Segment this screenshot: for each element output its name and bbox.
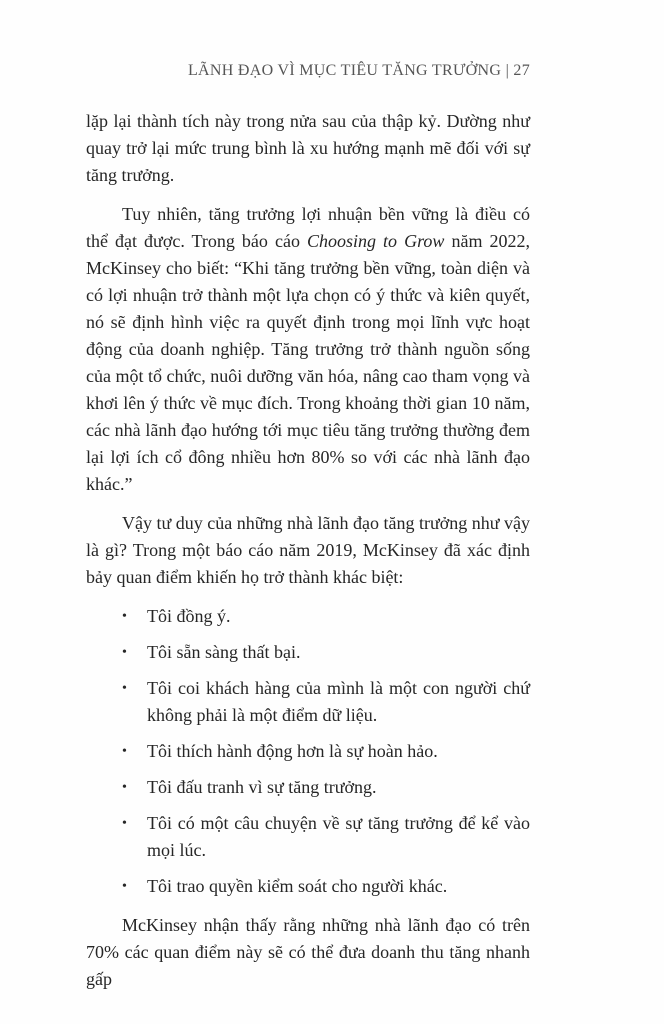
list-item: • Tôi thích hành động hơn là sự hoàn hảo. xyxy=(122,738,530,765)
running-header xyxy=(188,62,530,80)
bullet-list xyxy=(86,603,530,900)
page-number: 27 xyxy=(513,62,530,79)
header-separator: | xyxy=(505,62,510,79)
list-item: • Tôi đồng ý. xyxy=(122,603,530,630)
list-item: • Tôi có một câu chuyện về sự tăng trưởng để kể vào mọi lúc. xyxy=(122,810,530,864)
paragraph: Vậy tư duy của những nhà lãnh đạo tăng trưởng như vậy là gì? Trong một báo cáo năm 2019, McKinsey đã xác định bảy quan điểm khiến họ trở thành khác biệt: xyxy=(86,513,530,587)
book-title-italic: Choosing to Grow xyxy=(306,231,445,251)
page-body xyxy=(86,108,530,1005)
running-title: LÃNH ĐẠO VÌ MỤC TIÊU TĂNG TRƯỞNG xyxy=(187,62,502,79)
list-item: • Tôi trao quyền kiểm soát cho người khác. xyxy=(122,873,530,900)
paragraph: McKinsey nhận thấy rằng những nhà lãnh đạo có trên 70% các quan điểm này sẽ có thể đưa doanh thu tăng nhanh gấp xyxy=(86,915,530,989)
paragraph-text: năm 2022, McKinsey cho biết: “Khi tăng trưởng bền vững, toàn diện và có lợi nhuận trở thành một lựa chọn có ý thức và kiên quyết, nó sẽ định hình việc ra quyết định trong mọi lĩnh vực hoạt động của doanh nghiệp. Tăng trưởng trở thành nguồn sống của một tổ chức, nuôi dưỡng văn hóa, nâng cao tham vọng và khơi lên ý thức về mục đích. Trong khoảng thời gian 10 năm, các nhà lãnh đạo hướng tới mục tiêu tăng trưởng thường đem lại lợi ích cổ đông nhiều hơn 80% so với các nhà lãnh đạo khác.” xyxy=(86,231,530,494)
paragraph-text: Tuy nhiên, tăng trưởng lợi nhuận bền vững là điều có thể đạt được. Trong báo cáo xyxy=(86,204,530,251)
paragraph: lặp lại thành tích này trong nửa sau của thập kỷ. Dường như quay trở lại mức trung bình là xu hướng mạnh mẽ đối với sự tăng trưởng. xyxy=(86,111,530,185)
list-item: • Tôi đấu tranh vì sự tăng trưởng. xyxy=(122,774,530,801)
list-item: • Tôi sẵn sàng thất bại. xyxy=(122,639,530,666)
list-item: • Tôi coi khách hàng của mình là một con người chứ không phải là một điểm dữ liệu. xyxy=(122,675,530,729)
paragraph xyxy=(86,201,530,498)
